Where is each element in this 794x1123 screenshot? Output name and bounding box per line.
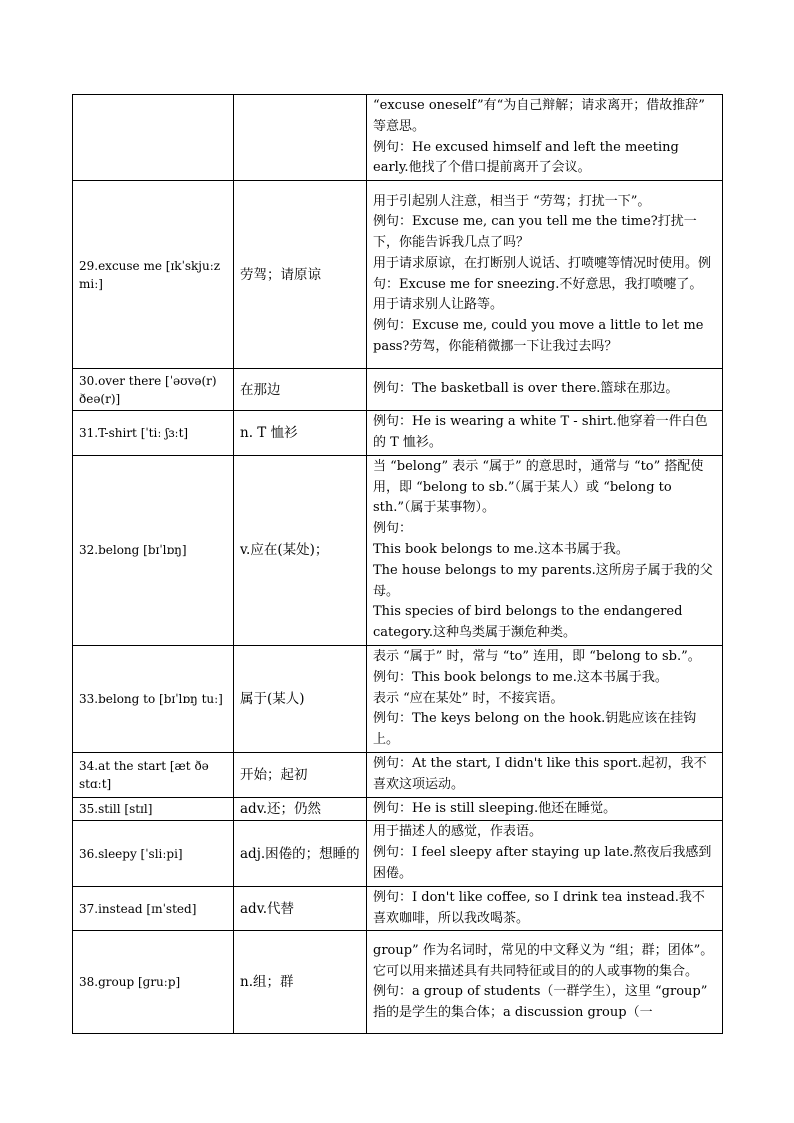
table-row xyxy=(73,645,723,752)
usage-line: This book belongs to me.这本书属于我。 xyxy=(373,541,629,557)
word-cell: 33.belong to [bɪˈlɒŋ tuː] xyxy=(73,645,234,752)
meaning-cell: adv.代替 xyxy=(234,886,367,931)
usage-line: 用于请求原谅，在打断别人说话、打喷嚏等情况时使用。例句：Excuse me for sneezing.不好意思，我打喷嚏了。 xyxy=(373,255,712,292)
meaning-cell: 在那边 xyxy=(234,369,367,411)
usage-line: 用于描述人的感觉，作表语。 xyxy=(373,824,543,840)
usage-line: 例句：The basketball is over there.篮球在那边。 xyxy=(373,381,679,397)
table-row xyxy=(73,752,723,797)
table-row xyxy=(73,181,723,369)
table-row xyxy=(73,455,723,645)
table-row xyxy=(73,369,723,411)
usage-cell xyxy=(367,645,723,752)
meaning-cell: 属于(某人) xyxy=(234,645,367,752)
meaning-cell: 开始；起初 xyxy=(234,752,367,797)
usage-line: 当 “belong” 表示 “属于” 的意思时，通常与 “to” 搭配使用，即 “belong to sb.”（属于某人）或 “belong to sth.”（属于某事物）。 xyxy=(373,458,704,516)
usage-cell xyxy=(367,95,723,181)
table-row xyxy=(73,821,723,886)
usage-line: 例句： xyxy=(373,521,413,537)
meaning-cell: n. T 恤衫 xyxy=(234,411,367,456)
usage-line: 例句：Excuse me, can you tell me the time?打扰一下，你能告诉我几点了吗？ xyxy=(373,214,697,251)
usage-line: 例句：At the start, I didn't like this sport.起初，我不喜欢这项运动。 xyxy=(373,755,707,792)
word-cell: 37.instead [ɪnˈsted] xyxy=(73,886,234,931)
usage-cell xyxy=(367,411,723,456)
usage-line: 例句：I don't like coffee, so I drink tea instead.我不喜欢咖啡，所以我改喝茶。 xyxy=(373,889,705,926)
table-row xyxy=(73,411,723,456)
word-cell xyxy=(73,95,234,181)
usage-line: 例句：Excuse me, could you move a little to let me pass?劳驾，你能稍微挪一下让我过去吗？ xyxy=(373,318,704,355)
usage-cell xyxy=(367,181,723,369)
table-row xyxy=(73,95,723,181)
usage-cell xyxy=(367,931,723,1034)
meaning-cell: v.应在(某处)； xyxy=(234,455,367,645)
usage-line: 用于引起别人注意，相当于 “劳驾；打扰一下”。 xyxy=(373,193,651,209)
usage-line: 例句：This book belongs to me.这本书属于我。 xyxy=(373,669,668,685)
word-cell: 35.still [stɪl] xyxy=(73,797,234,821)
usage-line: 表示 “属于” 时，常与 “to” 连用，即 “belong to sb.”。 xyxy=(373,648,701,664)
meaning-cell: adv.还；仍然 xyxy=(234,797,367,821)
table-row xyxy=(73,886,723,931)
usage-line: 例句：a group of students（一群学生），这里 “group” 指的是学生的集合体；a discussion group（一 xyxy=(373,984,708,1021)
vocabulary-table-body xyxy=(73,95,723,1034)
usage-line: 例句：He excused himself and left the meeting early.他找了个借口提前离开了会议。 xyxy=(373,139,679,176)
usage-cell xyxy=(367,455,723,645)
meaning-cell xyxy=(234,95,367,181)
word-cell: 36.sleepy [ˈsliːpi] xyxy=(73,821,234,886)
usage-line: The house belongs to my parents.这所房子属于我的父母。 xyxy=(373,562,713,599)
word-cell: 32.belong [bɪˈlɒŋ] xyxy=(73,455,234,645)
usage-cell xyxy=(367,821,723,886)
vocabulary-table xyxy=(72,94,723,1034)
usage-line: 例句：He is still sleeping.他还在睡觉。 xyxy=(373,800,617,816)
usage-cell xyxy=(367,886,723,931)
usage-line: 表示 “应在某处” 时，不接宾语。 xyxy=(373,690,564,706)
word-cell: 29.excuse me [ɪkˈskjuːz miː] xyxy=(73,181,234,369)
usage-line: 用于请求别人让路等。 xyxy=(373,297,504,313)
meaning-cell: adj.困倦的；想睡的 xyxy=(234,821,367,886)
word-cell: 34.at the start [æt ðə stɑːt] xyxy=(73,752,234,797)
usage-line: 例句：The keys belong on the hook.钥匙应该在挂钩上。 xyxy=(373,711,697,748)
usage-line: This species of bird belongs to the endangered category.这种鸟类属于濒危种类。 xyxy=(373,604,683,641)
word-cell: 30.over there [ˈəʊvə(r) ðeə(r)] xyxy=(73,369,234,411)
meaning-cell: n.组；群 xyxy=(234,931,367,1034)
usage-cell xyxy=(367,797,723,821)
word-cell: 31.T-shirt [ˈtiː ʃɜːt] xyxy=(73,411,234,456)
meaning-cell: 劳驾；请原谅 xyxy=(234,181,367,369)
usage-cell xyxy=(367,369,723,411)
usage-line: 例句：I feel sleepy after staying up late.熬夜后我感到困倦。 xyxy=(373,845,712,881)
usage-line: group” 作为名词时，常见的中文释义为 “组；群；团体”。它可以用来描述具有共同特征或目的的人或事物的集合。 xyxy=(373,942,714,979)
table-row xyxy=(73,797,723,821)
usage-line: 例句：He is wearing a white T - shirt.他穿着一件白色的 T 恤衫。 xyxy=(373,414,708,450)
table-row xyxy=(73,931,723,1034)
usage-line: “excuse oneself”有“为自己辩解；请求离开；借故推辞” 等意思。 xyxy=(373,98,705,134)
word-cell: 38.group [ɡruːp] xyxy=(73,931,234,1034)
usage-cell xyxy=(367,752,723,797)
